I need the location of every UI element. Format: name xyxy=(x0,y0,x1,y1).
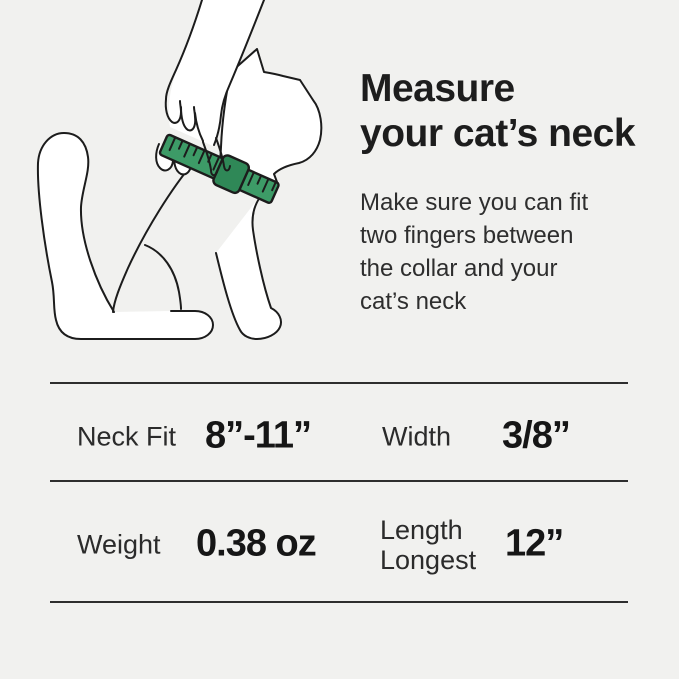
description-line: the collar and your xyxy=(360,255,558,282)
spec-label-neck-fit: Neck Fit xyxy=(77,421,177,452)
page-title xyxy=(360,66,635,156)
description-line: cat’s neck xyxy=(360,288,467,315)
product-illustration xyxy=(0,0,340,360)
title-line-2: your cat’s neck xyxy=(360,112,636,155)
divider-bottom xyxy=(50,601,628,603)
description-line: two fingers between xyxy=(360,222,574,249)
spec-label-width: Width xyxy=(382,421,452,452)
cat-measure-illustration xyxy=(0,0,340,360)
spec-value-weight: 0.38 oz xyxy=(196,522,316,565)
spec-value-neck-fit: 8”-11” xyxy=(205,414,311,457)
description-line: Make sure you can fit xyxy=(360,189,589,216)
spec-value-width: 3/8” xyxy=(502,414,570,457)
cat-haunch-line xyxy=(145,245,181,309)
cat-back-outline xyxy=(113,163,193,312)
cat-front-leg-outline xyxy=(216,187,281,339)
divider-top xyxy=(50,382,628,384)
spec-label-length-longest: Length Longest xyxy=(380,515,477,575)
spec-label-weight: Weight xyxy=(77,529,161,560)
spec-value-length-longest: 12” xyxy=(505,522,564,565)
title-line-1: Measure xyxy=(360,67,515,110)
divider-middle xyxy=(50,480,628,482)
description xyxy=(360,186,588,318)
